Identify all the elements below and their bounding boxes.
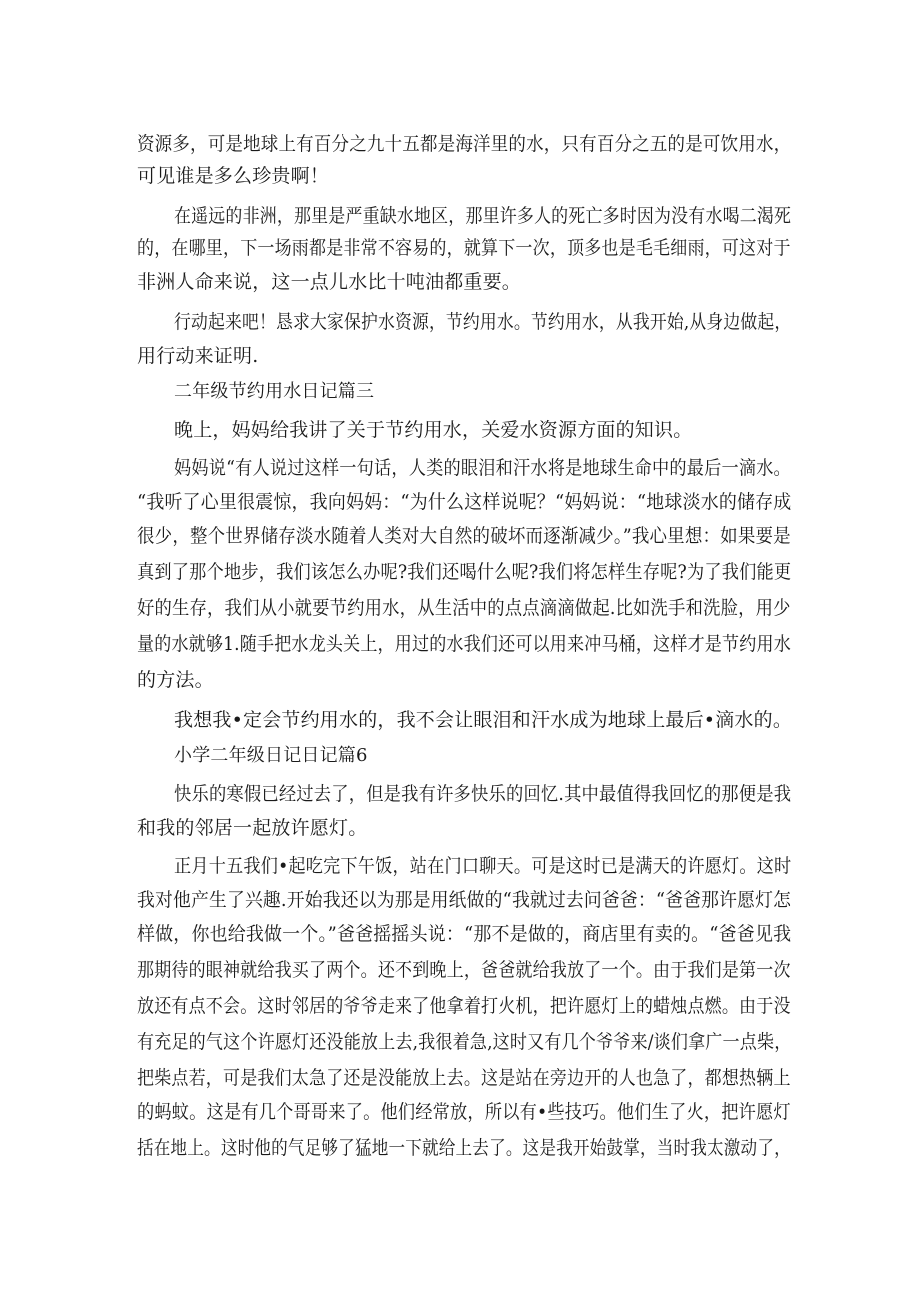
text-line: 很少，整个世界储存淡水随着人类对大自然的破坏而逐渐减少。”我心里想：如果要是: [137, 525, 791, 547]
text-line: 那期待的眼神就给我买了两个。还不到晚上，爸爸就给我放了一个。由于我们是第一次: [137, 959, 791, 981]
text-line: 括在地上。这时他的气足够了猛地一下就给上去了。这是我开始鼓掌，当时我太激动了，: [137, 1137, 791, 1159]
text-line: 样做，你也给我做一个。”爸爸摇摇头说：“那不是做的，商店里有卖的。“爸爸见我: [137, 923, 792, 945]
text-line: 用行动来证明.: [137, 345, 259, 367]
text-line: 晚上，妈妈给我讲了关于节约用水，关爱水资源方面的知识。: [174, 419, 693, 441]
text-line: 资源多，可是地球上有百分之九十五都是海洋里的水，只有百分之五的是可饮用水，: [137, 133, 792, 155]
text-line: 快乐的寒假已经过去了，但是我有许多快乐的回忆.其中最值得我回忆的那便是我: [174, 783, 792, 805]
text-line: 行动起来吧！恳求大家保护水资源，节约用水。节约用水，从我开始,从身边做起，: [174, 311, 792, 333]
text-line: 把柴点若，可是我们太急了还是没能放上去。这是站在旁边开的人也急了，都想热辆上: [137, 1067, 791, 1089]
text-line: 我想我•定会节约用水的，我不会让眼泪和汗水成为地球上最后•滴水的。: [174, 709, 793, 731]
text-line: 的蚂蚊。这是有几个哥哥来了。他们经常放，所以有•些技巧。他们生了火，把许愿灯: [137, 1101, 791, 1123]
text-line: “我听了心里很震惊，我向妈妈：“为什么这样说呢？“妈妈说：“地球淡水的储存成: [137, 491, 792, 513]
text-line: 妈妈说“有人说过这样一句话，人类的眼泪和汗水将是地球生命中的最后一滴水。: [174, 457, 791, 479]
text-line: 有充足的气这个许愿灯还没能放上去,我很着急,这时又有几个爷爷来/谈们拿广一点柴，: [137, 1031, 792, 1053]
text-line: 放还有点不会。这时邻居的爷爷走来了他拿着打火机，把许愿灯上的蜡烛点燃。由于没: [137, 995, 791, 1017]
text-line: 和我的邻居一起放许愿灯。: [137, 817, 368, 839]
text-line: 正月十五我们•起吃完下午饭，站在门口聊天。可是这时已是满天的许愿灯。这时: [174, 855, 792, 877]
section-heading: 二年级节约用水日记篇三: [174, 381, 375, 402]
text-line: 的方法。: [137, 669, 214, 691]
text-line: 在遥远的非洲，那里是严重缺水地区，那里许多人的死亡多时因为没有水喝二渴死: [174, 205, 792, 227]
text-line: 量的水就够1.随手把水龙头关上，用过的水我们还可以用来冲马桶，这样才是节约用水: [137, 633, 791, 655]
text-line: 好的生存，我们从小就要节约用水，从生活中的点点滴滴做起.比如洗手和洗脸，用少: [137, 597, 791, 619]
text-line: 的，在哪里，下一场雨都是非常不容易的，就算下一次，顶多也是毛毛细雨，可这对于: [137, 237, 791, 259]
text-line: 真到了那个地步，我们该怎么办呢?我们还喝什么呢?我们将怎样生存呢?为了我们能更: [137, 561, 792, 583]
text-line: 非洲人命来说，这一点儿水比十吨油都重要。: [137, 271, 522, 293]
text-line: 我对他产生了兴趣.开始我还以为那是用纸做的“我就过去问爸爸：“爸爸那许愿灯怎: [137, 889, 792, 911]
section-heading: 小学二年级日记日记篇6: [174, 745, 368, 766]
text-line: 可见谁是多么珍贵啊！: [137, 165, 330, 187]
